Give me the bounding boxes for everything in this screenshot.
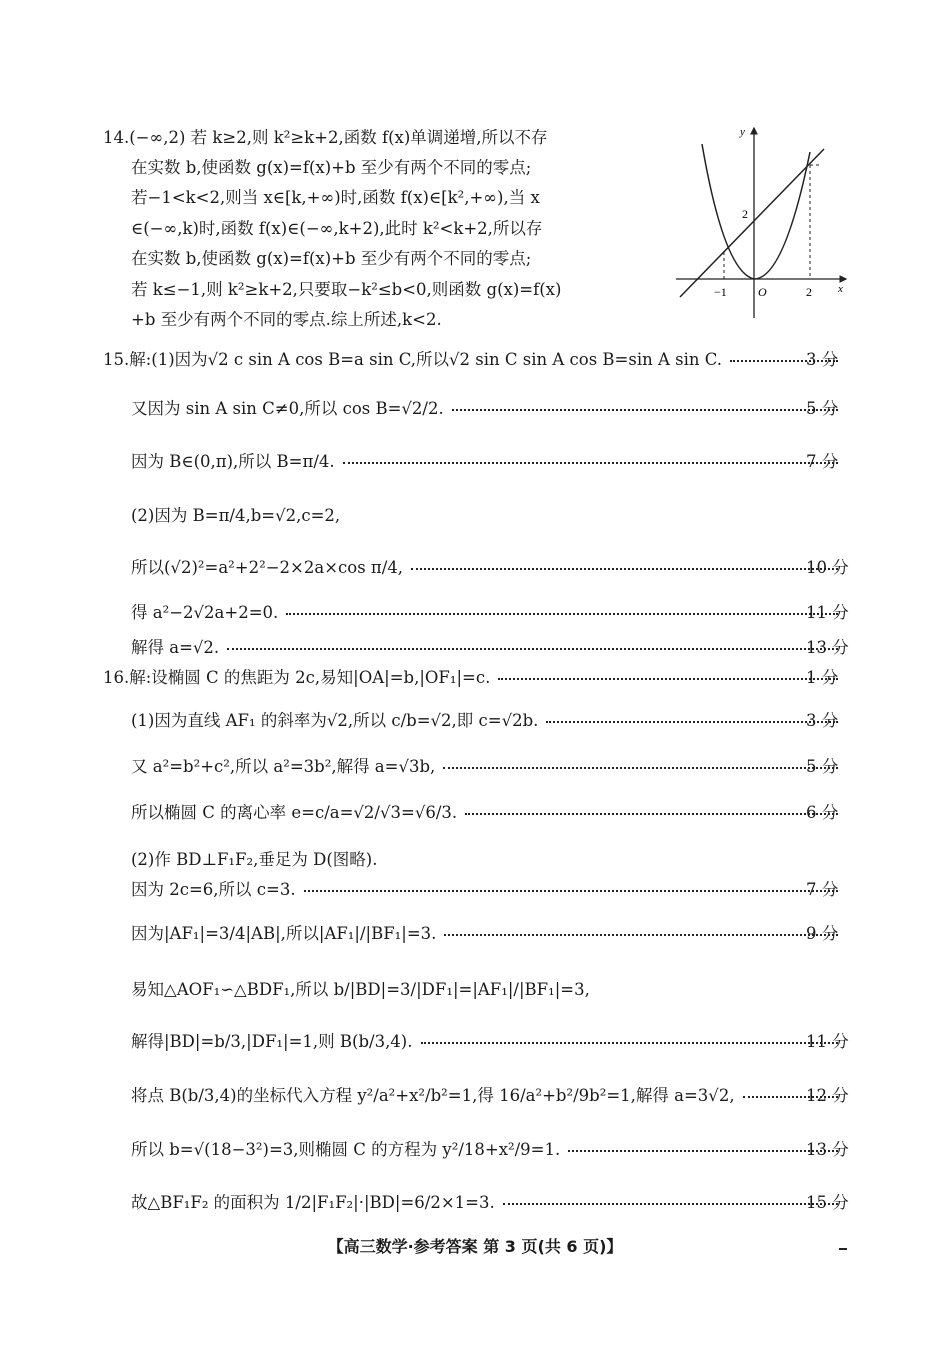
- q16-row-2: 又 a²=b²+c²,所以 a²=3b²,解得 a=√3b,: [131, 753, 846, 777]
- q15-score-6: 13 分: [806, 638, 849, 657]
- q14-line-7: +b 至少有两个不同的零点.综上所述,k<2.: [131, 310, 442, 329]
- q16-row-11: 故△BF₁F₂ 的面积为 1/2|F₁F₂|·|BD|=6/2×1=3.: [131, 1189, 846, 1213]
- q15-row-3: (2)因为 B=π/4,b=√2,c=2,: [131, 506, 341, 525]
- q16-row-0: 16.解:设椭圆 C 的焦距为 2c,易知|OA|=b,|OF₁|=c.: [103, 664, 846, 688]
- q16-score-2: 5 分: [806, 757, 839, 776]
- q16-score-1: 3 分: [806, 711, 839, 730]
- tick-2-x: 2: [806, 285, 812, 299]
- q14-line-3: 若−1<k<2,则当 x∈[k,+∞)时,函数 f(x)∈[k²,+∞),当 x: [131, 188, 540, 207]
- origin-label: O: [758, 285, 767, 299]
- q15-row-1: 又因为 sin A sin C≠0,所以 cos B=√2/2.: [131, 395, 846, 419]
- tick-2-y: 2: [742, 207, 748, 221]
- q14-line-1: 14.(−∞,2) 若 k≥2,则 k²≥k+2,函数 f(x)单调递增,所以不存: [103, 128, 548, 147]
- q15-score-2: 7 分: [806, 452, 839, 471]
- q16-score-10: 13 分: [806, 1140, 849, 1159]
- q15-row-2: 因为 B∈(0,π),所以 B=π/4.: [131, 448, 846, 472]
- q14-function-graph: [672, 122, 852, 322]
- q16-score-9: 12 分: [806, 1086, 849, 1105]
- q15-score-0: 3 分: [806, 350, 839, 369]
- q14-line-4: ∈(−∞,k)时,函数 f(x)∈(−∞,k+2),此时 k²<k+2,所以存: [131, 219, 543, 238]
- page-footer: 【高三数学·参考答案 第 3 页(共 6 页)】: [327, 1237, 623, 1256]
- q16-score-6: 9 分: [806, 924, 839, 943]
- q16-row-5: 因为 2c=6,所以 c=3.: [131, 876, 846, 900]
- q16-row-3: 所以椭圆 C 的离心率 e=c/a=√2/√3=√6/3.: [131, 799, 846, 823]
- q16-row-10: 所以 b=√(18−3²)=3,则椭圆 C 的方程为 y²/18+x²/9=1.: [131, 1136, 846, 1160]
- footer-dash: [839, 1248, 847, 1250]
- tick-neg1: −1: [714, 285, 727, 299]
- q15-row-5: 得 a²−2√2a+2=0.: [131, 599, 846, 623]
- q16-score-5: 7 分: [806, 880, 839, 899]
- q16-row-4: (2)作 BD⊥F₁F₂,垂足为 D(图略).: [131, 850, 378, 869]
- q16-row-9: 将点 B(b/3,4)的坐标代入方程 y²/a²+x²/b²=1,得 16/a²+b²/9b²=1,解得 a=3√2,: [131, 1082, 846, 1106]
- q15-score-1: 5 分: [806, 399, 839, 418]
- line-x-plus-2: [680, 149, 824, 297]
- q16-score-0: 1 分: [806, 668, 839, 687]
- q16-row-8: 解得|BD|=b/3,|DF₁|=1,则 B(b/3,4).: [131, 1028, 846, 1052]
- q15-score-4: 10 分: [806, 558, 849, 577]
- q15-score-5: 11 分: [806, 603, 849, 622]
- q15-row-4: 所以(√2)²=a²+2²−2×2a×cos π/4,: [131, 554, 846, 578]
- x-label: x: [838, 283, 843, 295]
- q16-row-6: 因为|AF₁|=3/4|AB|,所以|AF₁|/|BF₁|=3.: [131, 920, 846, 944]
- y-label: y: [740, 126, 745, 138]
- q16-row-1: (1)因为直线 AF₁ 的斜率为√2,所以 c/b=√2,即 c=√2b.: [131, 707, 846, 731]
- q14-line-6: 若 k≤−1,则 k²≥k+2,只要取−k²≤b<0,则函数 g(x)=f(x): [131, 280, 562, 299]
- q16-score-3: 6 分: [806, 803, 839, 822]
- q16-score-8: 11 分: [806, 1032, 849, 1051]
- q16-score-11: 15 分: [806, 1193, 849, 1212]
- q14-line-2: 在实数 b,使函数 g(x)=f(x)+b 至少有两个不同的零点;: [131, 158, 532, 177]
- q15-row-6: 解得 a=√2.: [131, 634, 846, 658]
- q16-row-7: 易知△AOF₁∽△BDF₁,所以 b/|BD|=3/|DF₁|=|AF₁|/|BF₁|=3,: [131, 980, 590, 999]
- q14-line-5: 在实数 b,使函数 g(x)=f(x)+b 至少有两个不同的零点;: [131, 249, 532, 268]
- q15-row-0: 15.解:(1)因为√2 c sin A cos B=a sin C,所以√2 sin C sin A cos B=sin A sin C.: [103, 346, 846, 370]
